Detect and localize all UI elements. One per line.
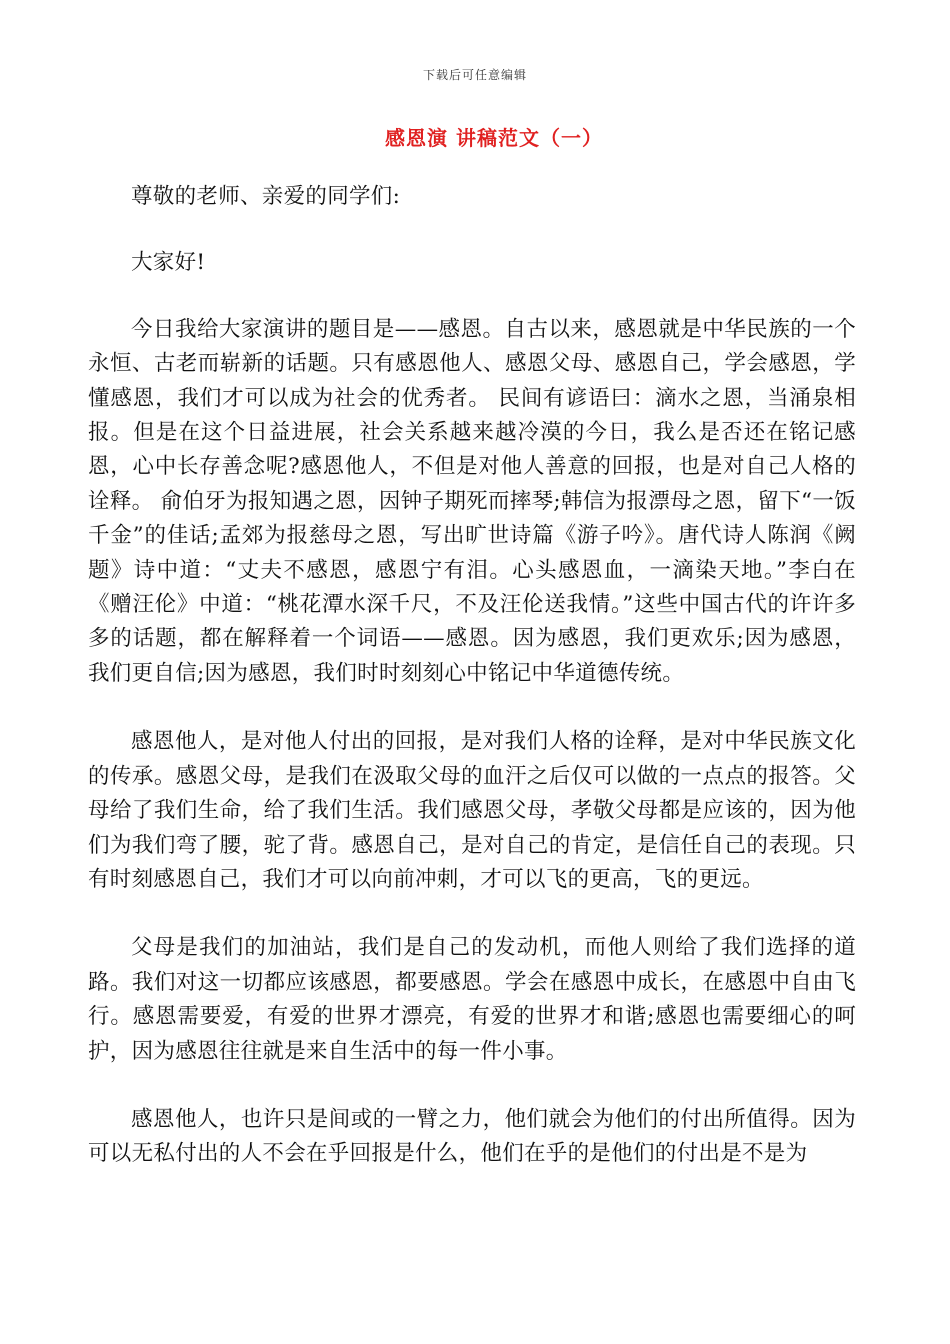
body-paragraph: 感恩他人，是对他人付出的回报，是对我们人格的诠释，是对中华民族文化的传承。感恩父母，是我们在汲取父母的血汗之后仅可以做的一点点的报答。父母给了我们生命，给了我们生活。我们感恩父母，孝敬父母都是应该的，因为他们为我们弯了腰，驼了背。感恩自己，是对自己的肯定，是信任自己的表现。只有时刻感恩自己，我们才可以向前冲刺，才可以飞的更高，飞的更远。 [88, 729, 856, 892]
salutation-paragraph: 尊敬的老师、亲爱的同学们: [131, 184, 401, 209]
document-title: 感恩演 讲稿范文（一） [385, 126, 603, 150]
document-body [88, 180, 856, 1206]
header-note: 下载后可任意编辑 [422, 68, 527, 82]
body-paragraph: 今日我给大家演讲的题目是——感恩。自古以来，感恩就是中华民族的一个永恒、古老而崭新的话题。只有感恩他人、感恩父母、感恩自己，学会感恩，学懂感恩，我们才可以成为社会的优秀者。 民间有谚语曰：滴水之恩，当涌泉相报。但是在这个日益进展，社会关系越来越冷漠的今日，我么是否还在铭记感恩，心中长存善念呢?感恩他人，不但是对他人善意的回报，也是对自己人格的诠释。 俞伯牙为报知遇之恩，因钟子期死而摔琴;韩信为报漂母之恩，留下“一饭千金”的佳话;孟郊为报慈母之恩，写出旷世诗篇《游子吟》。唐代诗人陈润《阙题》诗中道：“丈夫不感恩，感恩宁有泪。心头感恩血，一滴染天地。”李白在《赠汪伦》中道：“桃花潭水深千尺，不及汪伦送我情。”这些中国古代的许许多多的话题，都在解释着一个词语——感恩。因为感恩，我们更欢乐;因为感恩，我们更自信;因为感恩，我们时时刻刻心中铭记中华道德传统。 [88, 316, 856, 686]
greeting-paragraph: 大家好! [131, 250, 206, 276]
body-paragraph: 感恩他人，也许只是间或的一臂之力，他们就会为他们的付出所值得。因为可以无私付出的人不会在乎回报是什么，他们在乎的是他们的付出是不是为 [88, 1106, 856, 1167]
body-paragraph: 父母是我们的加油站，我们是自己的发动机，而他人则给了我们选择的道路。我们对这一切都应该感恩，都要感恩。学会在感恩中成长，在感恩中自由飞行。感恩需要爱，有爱的世界才漂亮，有爱的世界才和谐;感恩也需要细心的呵护，因为感恩往往就是来自生活中的每一件小事。 [88, 935, 856, 1064]
